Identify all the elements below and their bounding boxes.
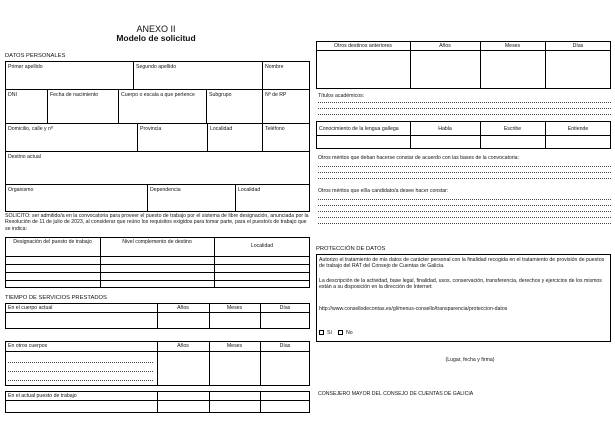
label-meses-1: Meses — [226, 305, 243, 311]
label-otros-destinos: Otros destinos anteriores — [334, 43, 392, 49]
section-tiempo-servicios: TIEMPO DE SERVICIOS PRESTADOS — [5, 295, 107, 301]
field-localidad[interactable]: Localidad — [210, 126, 233, 132]
field-localidad-destino[interactable]: Localidad — [238, 187, 261, 193]
label-entiende: Entiende — [567, 126, 589, 132]
field-domicilio[interactable]: Domicilio, calle y nº — [8, 126, 53, 132]
field-organismo[interactable]: Organismo — [8, 187, 34, 193]
label-anos-2: Años — [177, 343, 189, 349]
proteccion-text-1: Autorizo el tratamiento de mis datos de carácter personal con la finalidad recogida en el tratamiento de provisión de puestos de trabajo del RAT del Consejo de Cuentas de Galicia. — [319, 257, 605, 270]
label-dias-3: Días — [572, 43, 584, 49]
field-destino-actual[interactable]: Destino actual — [8, 154, 41, 160]
label-otros-meritos-candidato: Otros méritos que el/la candidato/a desee hacer constar: — [318, 188, 449, 194]
label-escribe: Escribe — [503, 126, 522, 132]
field-dependencia[interactable]: Dependencia — [150, 187, 181, 193]
section-datos-personales: DATOS PERSONALES — [5, 53, 66, 59]
lugar-fecha-firma: (Lugar, fecha y firma) — [445, 357, 495, 363]
label-anos-1: Años — [177, 305, 189, 311]
checkbox-no[interactable] — [338, 330, 343, 335]
label-otros-meritos: Otros méritos que deban hacerse constar de acuerdo con las bases de la convocatoria: — [318, 155, 519, 161]
label-puesto-actual: En el actual puesto de trabajo — [8, 393, 77, 399]
label-titulos: Títulos académicos: — [318, 93, 365, 99]
consejero-mayor: CONSEJERO MAYOR DEL CONSEJO DE CUENTAS DE GALICIA — [318, 391, 474, 397]
label-meses-2: Meses — [226, 343, 243, 349]
section-proteccion-datos: PROTECCIÓN DE DATOS — [316, 246, 386, 252]
proteccion-url[interactable]: http://www.consellodecontas.es/gl/menus-consello/transparencia/proteccion-datos — [319, 306, 508, 312]
label-dias-2: Días — [279, 343, 291, 349]
annex-label: ANEXO II — [136, 24, 176, 34]
field-subgrupo[interactable]: Subgrupo — [209, 92, 232, 98]
proteccion-text-2: La descripción de la actividad, base legal, finalidad, usos, conservación, transferencia, derechos y ejercicios de los mismos están a su disposición en la dirección de Internet: — [319, 278, 602, 291]
field-telefono[interactable]: Teléfono — [265, 126, 285, 132]
field-dni[interactable]: DNI — [8, 92, 17, 98]
field-nombre[interactable]: Nombre — [265, 64, 284, 70]
page-title: Modelo de solicitud — [116, 33, 196, 43]
field-segundo-apellido[interactable]: Segundo apellido — [136, 64, 177, 70]
col-nivel: Nivel complemento de destino — [122, 239, 192, 245]
solicito-text: SOLICITO: ser admitido/a en la convocatoria para proveer el puesto de trabajo por el sistema de libre designación, anunciada por la Resolución de 11 de julio de 2023, al considerar que reúno los requisitos exigidos para tomar parte, para el puesto/s de trabajo que se indica: — [5, 213, 309, 232]
field-fecha-nacimiento[interactable]: Fecha de nacimiento — [50, 92, 99, 98]
label-dias-1: Días — [279, 305, 291, 311]
label-anos-3: Años — [439, 43, 451, 49]
field-cuerpo[interactable]: Cuerpo o escala a que pertence — [121, 92, 195, 98]
label-lengua-gallega: Conocimiento de la lengua gallega — [319, 126, 399, 132]
label-no: No — [346, 330, 353, 336]
label-si: Sí — [327, 330, 332, 336]
col-localidad: Localidad — [250, 243, 274, 249]
col-designacion: Designación del puesto de trabajo — [13, 239, 92, 245]
field-nrp[interactable]: Nº de RP — [265, 92, 287, 98]
checkbox-si[interactable] — [319, 330, 324, 335]
label-otros-cuerpos: En otros cuerpos — [8, 343, 48, 349]
field-primer-apellido[interactable]: Primer apellido — [8, 64, 43, 70]
label-meses-3: Meses — [504, 43, 521, 49]
label-habla: Habla — [438, 126, 452, 132]
label-cuerpo-actual: En el cuerpo actual — [8, 305, 53, 311]
field-provincia[interactable]: Provincia — [140, 126, 162, 132]
